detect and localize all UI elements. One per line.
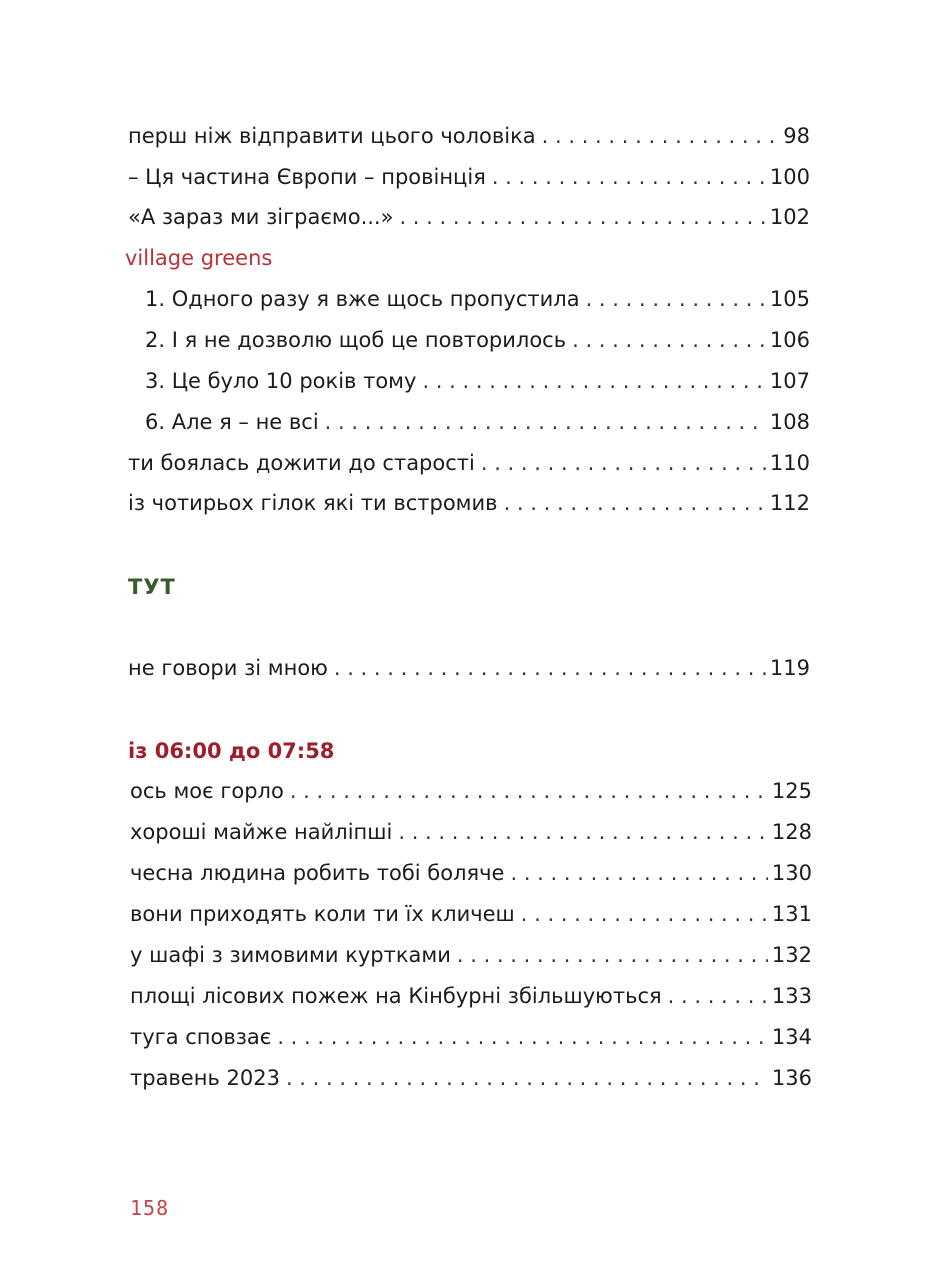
toc-entry-title: ось моє горло xyxy=(130,779,284,803)
toc-entry-page: 102 xyxy=(769,205,810,229)
toc-entry-page: 125 xyxy=(771,779,812,803)
toc-leader-dots xyxy=(481,449,766,477)
toc-entry-page: 119 xyxy=(769,656,810,680)
toc-entry-page: 112 xyxy=(769,491,810,515)
toc-entry-page: 107 xyxy=(769,369,810,393)
section-heading-tut: ТУТ xyxy=(128,575,176,599)
toc-entry xyxy=(128,449,810,477)
toc-entry-title: 6. Але я – не всі xyxy=(145,410,319,434)
toc-entry-title: у шафі з зимовими куртками xyxy=(130,943,451,967)
toc-entry xyxy=(128,122,810,150)
toc-entry-title: перш ніж відправити цього чоловіка xyxy=(128,124,536,148)
toc-entry xyxy=(145,367,810,395)
toc-entry xyxy=(130,900,812,928)
toc-leader-dots xyxy=(457,941,768,969)
toc-entry-title: вони приходять коли ти їх кличеш xyxy=(130,902,515,926)
toc-entry-page: 133 xyxy=(771,984,812,1008)
toc-entry xyxy=(130,1023,812,1051)
toc-entry-page: 105 xyxy=(769,287,810,311)
toc-entry-page: 132 xyxy=(771,943,812,967)
toc-entry-title: 2. І я не дозволю щоб це повторилось xyxy=(145,328,567,352)
toc-entry xyxy=(128,163,810,191)
toc-entry xyxy=(145,326,810,354)
toc-leader-dots xyxy=(399,203,765,231)
toc-leader-dots xyxy=(492,163,766,191)
toc-entry xyxy=(130,859,812,887)
toc-entry-page: 136 xyxy=(771,1066,812,1090)
toc-entry-page: 110 xyxy=(769,451,810,475)
toc-entry-title: із чотирьох гілок які ти встромив xyxy=(128,491,498,515)
toc-entry-title: чесна людина робить тобі боляче xyxy=(130,861,505,885)
toc-leader-dots xyxy=(504,489,766,517)
toc-entry xyxy=(128,489,810,517)
section-heading-morning: із 06:00 до 07:58 xyxy=(128,739,335,763)
toc-leader-dots xyxy=(277,1023,768,1051)
toc-leader-dots xyxy=(572,326,766,354)
toc-entry-page: 108 xyxy=(769,410,810,434)
toc-entry xyxy=(145,285,810,313)
page-number: 158 xyxy=(130,1196,170,1220)
toc-entry-title: ти боялась дожити до старості xyxy=(128,451,475,475)
toc-leader-dots xyxy=(422,367,765,395)
toc-leader-dots xyxy=(398,818,768,846)
toc-entry-title: «А зараз ми зіграємо...» xyxy=(128,205,394,229)
toc-entry-title: туга сповзає xyxy=(130,1025,272,1049)
toc-leader-dots xyxy=(586,285,766,313)
toc-entry-page: 134 xyxy=(771,1025,812,1049)
toc-entry xyxy=(130,982,812,1010)
toc-leader-dots xyxy=(668,982,768,1010)
toc-entry xyxy=(128,654,810,682)
toc-leader-dots xyxy=(334,654,766,682)
toc-entry xyxy=(145,408,810,436)
toc-leader-dots xyxy=(286,1064,768,1092)
toc-leader-dots xyxy=(325,408,766,436)
toc-entry xyxy=(130,1064,812,1092)
toc-entry-page: 130 xyxy=(771,861,812,885)
toc-entry-page: 98 xyxy=(783,124,810,148)
toc-entry xyxy=(128,203,810,231)
toc-leader-dots xyxy=(290,777,768,805)
toc-entry-page: 131 xyxy=(771,902,812,926)
toc-entry-title: не говори зі мною xyxy=(128,656,328,680)
toc-entry-title: 1. Одного разу я вже щось пропустила xyxy=(145,287,580,311)
toc-entry-title: – Ця частина Європи – провінція xyxy=(128,165,486,189)
toc-leader-dots xyxy=(542,122,780,150)
toc-entry-title: 3. Це було 10 років тому xyxy=(145,369,417,393)
toc-entry xyxy=(130,941,812,969)
toc-entry xyxy=(130,777,812,805)
section-heading-village-greens: village greens xyxy=(125,246,273,270)
toc-entry-page: 128 xyxy=(771,820,812,844)
toc-leader-dots xyxy=(510,859,767,887)
toc-entry xyxy=(130,818,812,846)
toc-leader-dots xyxy=(521,900,768,928)
toc-entry-title: площі лісових пожеж на Кінбурні збільшуються xyxy=(130,984,662,1008)
toc-entry-title: хороші майже найліпші xyxy=(130,820,393,844)
toc-entry-page: 106 xyxy=(769,328,810,352)
toc-entry-page: 100 xyxy=(769,165,810,189)
toc-entry-title: травень 2023 xyxy=(130,1066,280,1090)
